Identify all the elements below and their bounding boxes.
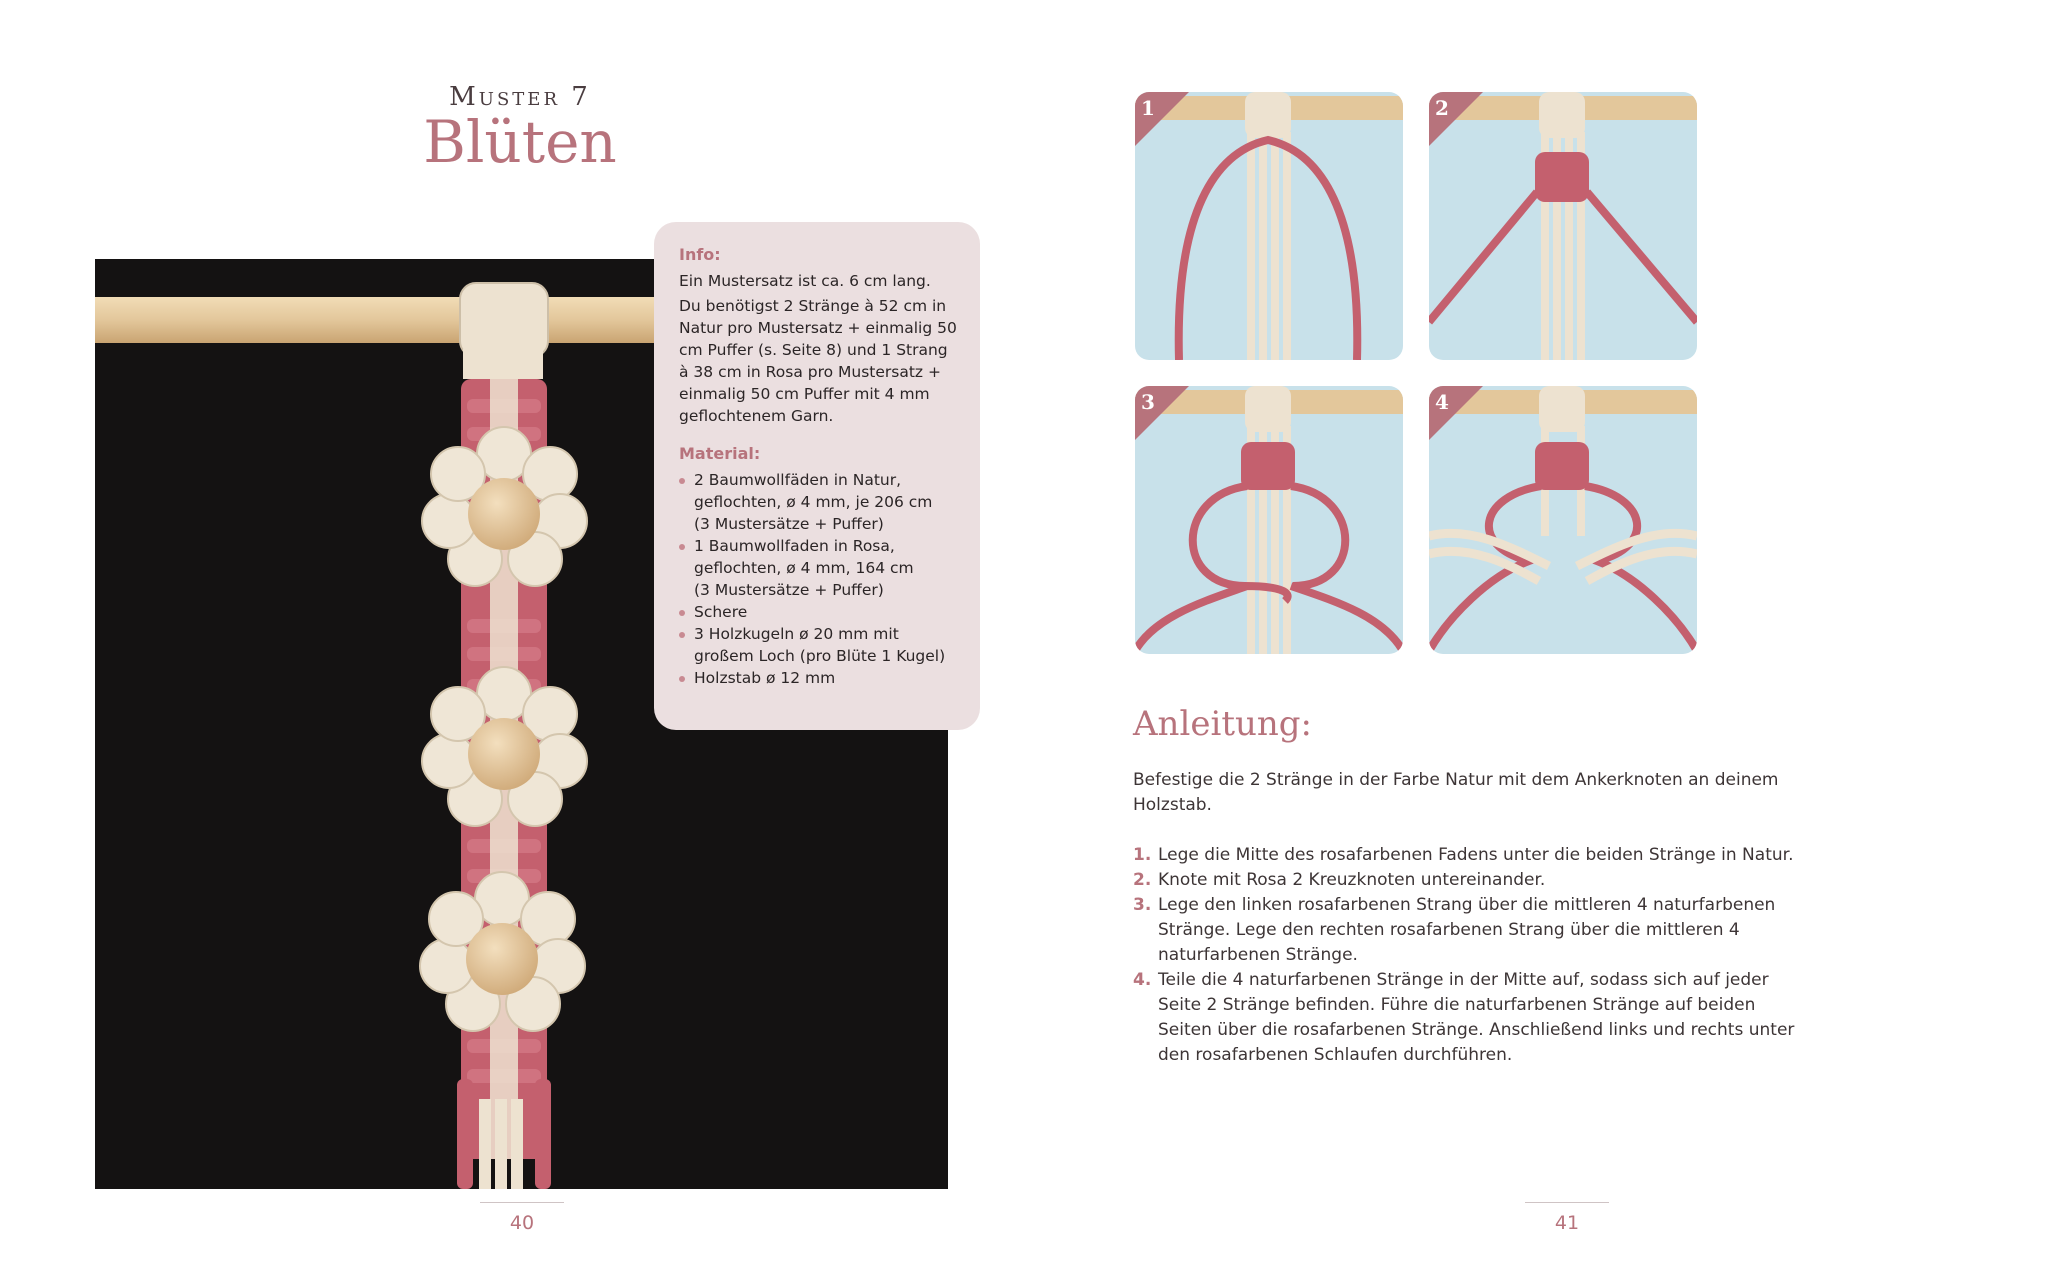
instruction-step xyxy=(1133,968,1813,1068)
step-photo-2 xyxy=(1429,92,1697,360)
instructions-heading: Anleitung: xyxy=(1133,704,1312,744)
step-number: 2. xyxy=(1133,870,1152,890)
material-item: Holzstab ø 12 mm xyxy=(679,667,958,689)
step-number: 4. xyxy=(1133,970,1152,990)
material-item: 3 Holzkugeln ø 20 mm mit großem Loch (pro Blüte 1 Kugel) xyxy=(679,623,958,667)
material-item: 2 Baumwollfäden in Natur, geflochten, ø 4 mm, je 206 cm (3 Mustersätze + Puffer) xyxy=(679,469,958,535)
step-text: Teile die 4 naturfarbenen Stränge in der Mitte auf, sodass sich auf jeder Seite 2 Stränge befinden. Führe die naturfarbenen Stränge auf beiden Seiten über die rosafarbenen Stränge. Anschließend links und rechts unter den rosafarbenen Schlaufen durchführen. xyxy=(1158,970,1795,1065)
step-photo-4 xyxy=(1429,386,1697,654)
step-badge-number: 4 xyxy=(1435,390,1449,414)
step-badge-number: 1 xyxy=(1141,96,1155,120)
step-photo-1 xyxy=(1135,92,1403,360)
step-number: 3. xyxy=(1133,895,1152,915)
instruction-step xyxy=(1133,893,1813,968)
step-photo-3 xyxy=(1135,386,1403,654)
info-line: Ein Mustersatz ist ca. 6 cm lang. xyxy=(679,272,931,290)
instructions-intro: Befestige die 2 Stränge in der Farbe Natur mit dem Ankerknoten an deinem Holzstab. xyxy=(1133,770,1779,815)
info-line: Du benötigst 2 Stränge à 52 cm in Natur pro Mustersatz + einmalig 50 cm Puffer (s. Seite 8) und 1 Strang à 38 cm in Rosa pro Mustersatz + einmalig 50 cm Puffer mit 4 mm geflochtenem Garn. xyxy=(679,297,957,425)
step-text: Lege die Mitte des rosafarbenen Fadens unter die beiden Stränge in Natur. xyxy=(1158,845,1794,865)
step-badge-number: 2 xyxy=(1435,96,1449,120)
info-box xyxy=(654,222,980,730)
instruction-step xyxy=(1133,843,1813,868)
material-list xyxy=(679,469,958,689)
instruction-step xyxy=(1133,868,1813,893)
material-item: Schere xyxy=(679,601,958,623)
step-text: Knote mit Rosa 2 Kreuzknoten untereinander. xyxy=(1158,870,1546,890)
step-text: Lege den linken rosafarbenen Strang über die mittleren 4 naturfarbenen Stränge. Lege den rechten rosafarbenen Strang über die mittleren 4 naturfarbenen Stränge. xyxy=(1158,895,1776,965)
page-number-left: 40 xyxy=(477,1212,567,1234)
instruction-steps xyxy=(1133,843,1813,1068)
info-heading: Info: xyxy=(679,245,721,264)
step-number: 1. xyxy=(1133,845,1152,865)
material-heading: Material: xyxy=(679,444,761,463)
pattern-title: Blüten xyxy=(423,108,617,176)
material-item: 1 Baumwollfaden in Rosa, geflochten, ø 4 mm, 164 cm (3 Mustersätze + Puffer) xyxy=(679,535,958,601)
page-number-right: 41 xyxy=(1522,1212,1612,1234)
step-badge-number: 3 xyxy=(1141,390,1155,414)
pattern-subtitle: Muster 7 xyxy=(449,82,591,112)
